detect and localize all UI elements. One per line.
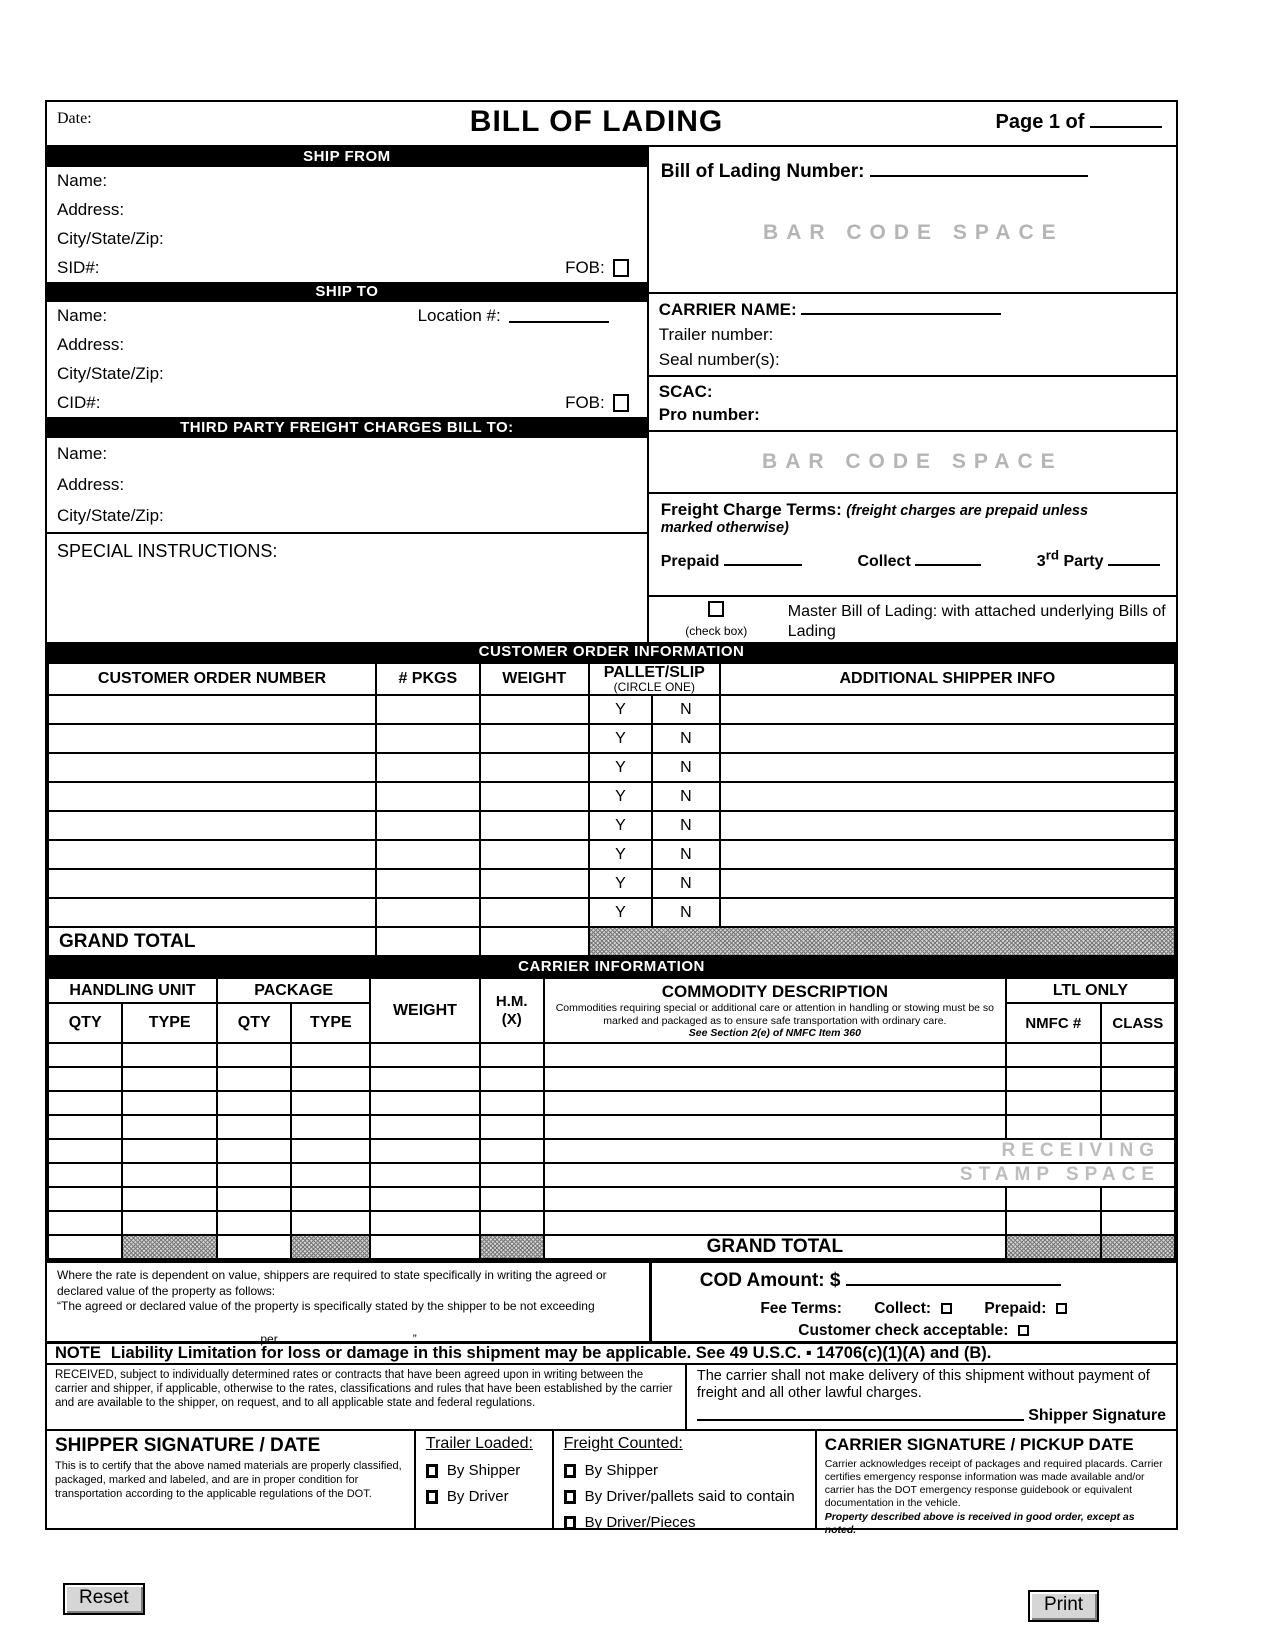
carrier-name-cell (649, 292, 1176, 375)
shaded-filler (122, 1235, 217, 1259)
carrier-grand-total-label: GRAND TOTAL (544, 1235, 1006, 1259)
pkgs-cell[interactable] (376, 811, 480, 840)
freight-by-shipper-label: By Shipper (584, 1462, 659, 1479)
weight-cell[interactable] (480, 782, 589, 811)
additional-shipper-info-cell[interactable] (720, 898, 1175, 927)
pkgs-cell[interactable] (376, 724, 480, 753)
page-label: Page 1 of (995, 111, 1085, 133)
weight-cell[interactable] (370, 1139, 479, 1163)
carrier-row (48, 1187, 1175, 1211)
ship-to-fob-checkbox[interactable] (613, 394, 629, 412)
freight-terms-note-2: marked otherwise) (660, 520, 789, 536)
pallet-yes-option[interactable]: Y (589, 695, 652, 724)
declared-value-line2: “The agreed or declared value of the property is specifically stated by the shipper to be not exceeding (57, 1299, 595, 1314)
hu-type-cell[interactable] (122, 1211, 217, 1235)
per-label: per (260, 1331, 278, 1346)
pkg-qty-cell[interactable] (217, 1043, 291, 1067)
liability-note-row (47, 1341, 1176, 1365)
nmfc-cell[interactable] (1006, 1043, 1101, 1067)
form-title: BILL OF LADING (469, 105, 724, 138)
ship-from-name-label: Name: (57, 171, 108, 191)
pallet-yes-option[interactable]: Y (589, 724, 652, 753)
collect-label: Collect (857, 553, 911, 571)
cod-box (649, 1263, 1176, 1341)
third-party-address-label: Address: (57, 474, 125, 494)
pallet-no-option[interactable]: N (652, 695, 720, 724)
trailer-number-label: Trailer number: (658, 324, 774, 344)
special-instructions-label: SPECIAL INSTRUCTIONS: (57, 541, 278, 561)
commodity-cell[interactable] (544, 1067, 1006, 1091)
declared-value-amount-blank[interactable] (147, 1329, 257, 1343)
hu-qty-cell[interactable] (48, 1187, 122, 1211)
hu-type-cell[interactable] (122, 1139, 217, 1163)
trailer-by-shipper-checkbox[interactable] (426, 1464, 438, 1478)
customer-order-number-cell[interactable] (48, 869, 376, 898)
pallet-no-option[interactable]: N (652, 869, 720, 898)
note-label: NOTE (55, 1344, 101, 1362)
customer-order-row (48, 782, 1175, 811)
hu-qty-header: QTY (48, 1003, 122, 1043)
weight-cell[interactable] (480, 840, 589, 869)
hu-qty-cell[interactable] (48, 1139, 122, 1163)
pallet-yes-option[interactable]: Y (589, 869, 652, 898)
hm-cell[interactable] (480, 1187, 544, 1211)
nmfc-cell[interactable] (1006, 1067, 1101, 1091)
customer-order-row (48, 753, 1175, 782)
freight-charge-terms-cell (649, 492, 1176, 595)
carrier-signature-title: CARRIER SIGNATURE / PICKUP DATE (824, 1435, 1134, 1454)
fee-collect-checkbox[interactable] (941, 1303, 952, 1314)
pallet-yes-option[interactable]: Y (589, 811, 652, 840)
handling-unit-header: HANDLING UNIT (48, 978, 217, 1003)
col-pallet-slip: PALLET/SLIP (CIRCLE ONE) (589, 663, 720, 695)
freight-by-driver-pieces-label: By Driver/Pieces (584, 1514, 696, 1531)
freight-terms-note-1: (freight charges are prepaid unless (846, 503, 1089, 519)
hm-cell[interactable] (480, 1091, 544, 1115)
pallet-no-option[interactable]: N (652, 724, 720, 753)
pkgs-cell[interactable] (376, 753, 480, 782)
weight-header: WEIGHT (370, 978, 479, 1043)
bol-number-label: Bill of Lading Number: (660, 161, 865, 182)
ship-from-city-label: City/State/Zip: (57, 228, 164, 248)
hu-type-cell[interactable] (122, 1115, 217, 1139)
nmfc-header: NMFC # (1006, 1003, 1101, 1043)
commodity-cell[interactable] (544, 1187, 1006, 1211)
declared-value-box (47, 1263, 649, 1346)
location-blank[interactable] (509, 309, 609, 323)
hu-type-cell[interactable] (122, 1043, 217, 1067)
freight-counted-heading: Freight Counted: (563, 1435, 683, 1452)
receiving-stamp-space: RECEIVING (544, 1139, 1175, 1163)
pkg-qty-cell[interactable] (217, 1091, 291, 1115)
pkg-qty-header: QTY (217, 1003, 291, 1043)
shipper-signature-line[interactable] (697, 1419, 1024, 1421)
location-label: Location #: (417, 306, 501, 326)
pkgs-cell[interactable] (376, 695, 480, 724)
hu-qty-cell[interactable] (48, 1067, 122, 1091)
pallet-no-option[interactable]: N (652, 898, 720, 927)
weight-cell[interactable] (370, 1211, 479, 1235)
additional-shipper-info-cell[interactable] (720, 782, 1175, 811)
cid-label: CID#: (57, 392, 101, 412)
master-bol-cell (649, 595, 1176, 642)
barcode-space-bottom: BAR CODE SPACE (762, 450, 1063, 473)
third-party-section (47, 438, 647, 532)
package-header: PACKAGE (217, 978, 370, 1003)
hu-type-cell[interactable] (122, 1187, 217, 1211)
customer-order-number-cell[interactable] (48, 695, 376, 724)
grand-total-pkgs-cell[interactable] (376, 927, 480, 956)
carrier-row (48, 1139, 1175, 1163)
prepaid-label: Prepaid (660, 553, 720, 571)
class-cell[interactable] (1101, 1187, 1175, 1211)
weight-cell[interactable] (370, 1067, 479, 1091)
pkg-qty-cell[interactable] (217, 1211, 291, 1235)
nmfc-cell[interactable] (1006, 1091, 1101, 1115)
master-bol-caption: (check box) (685, 624, 748, 638)
customer-order-number-cell[interactable] (48, 753, 376, 782)
pkg-qty-cell[interactable] (217, 1115, 291, 1139)
form-header (47, 102, 1176, 147)
commodity-note: Commodities requiring special or additional care or attention in handling or stowing must be so marked and packaged as to ensure safe transportation with ordinary care. (555, 1002, 995, 1027)
pkgs-cell[interactable] (376, 782, 480, 811)
customer-check-label: Customer check acceptable: (798, 1322, 1009, 1339)
carrier-certification-italic: Property described above is received in good order, except as noted. (824, 1510, 1135, 1536)
weight-cell[interactable] (370, 1115, 479, 1139)
sid-label: SID#: (57, 257, 100, 277)
additional-shipper-info-cell[interactable] (720, 840, 1175, 869)
pkg-type-cell[interactable] (291, 1115, 370, 1139)
hu-qty-cell[interactable] (48, 1115, 122, 1139)
pkg-type-header: TYPE (291, 1003, 370, 1043)
freight-by-shipper-checkbox[interactable] (564, 1464, 576, 1478)
special-instructions-box[interactable] (47, 532, 647, 642)
pkg-type-cell[interactable] (291, 1187, 370, 1211)
ship-from-fob-checkbox[interactable] (613, 259, 629, 277)
carrier-row (48, 1091, 1175, 1115)
shaded-filler (1101, 1235, 1175, 1259)
nmfc-cell[interactable] (1006, 1115, 1101, 1139)
ship-from-fob-label: FOB: (565, 257, 605, 277)
pkg-qty-cell[interactable] (217, 1067, 291, 1091)
carrier-rows (48, 1043, 1175, 1235)
commodity-title: COMMODITY DESCRIPTION (661, 982, 889, 1002)
ltl-only-header: LTL ONLY (1006, 978, 1175, 1003)
customer-order-number-cell[interactable] (48, 840, 376, 869)
hm-cell[interactable] (480, 1043, 544, 1067)
hm-label-line2: (X) (501, 1010, 522, 1028)
carrier-row (48, 1043, 1175, 1067)
ship-to-bar: SHIP TO (47, 282, 647, 302)
col-weight: WEIGHT (480, 663, 589, 695)
hm-cell[interactable] (480, 1163, 544, 1187)
hu-qty-cell[interactable] (48, 1211, 122, 1235)
ship-to-fob-label: FOB: (565, 392, 605, 412)
weight-cell[interactable] (480, 753, 589, 782)
top-section (47, 147, 1176, 642)
pallet-yes-option[interactable]: Y (589, 782, 652, 811)
pallet-no-option[interactable]: N (652, 840, 720, 869)
freight-by-driver-pieces-checkbox[interactable] (564, 1516, 576, 1530)
third-party-name-label: Name: (57, 443, 108, 463)
master-bol-text: Master Bill of Lading: with attached underlying Bills of Lading (787, 603, 1166, 640)
shaded-filler (1006, 1235, 1101, 1259)
trailer-by-driver-label: By Driver (446, 1488, 509, 1505)
pro-number-label: Pro number: (658, 405, 760, 425)
weight-cell[interactable] (480, 724, 589, 753)
page-number-blank[interactable] (1090, 114, 1162, 128)
class-header: CLASS (1101, 1003, 1175, 1043)
circle-one-caption: (CIRCLE ONE) (613, 680, 695, 694)
bill-of-lading-form (45, 100, 1178, 1536)
weight-cell[interactable] (480, 695, 589, 724)
carrier-delivery-cell (685, 1365, 1176, 1429)
class-cell[interactable] (1101, 1043, 1175, 1067)
barcode-cell-lower (649, 430, 1176, 492)
customer-order-row (48, 695, 1175, 724)
carrier-row (48, 1163, 1175, 1187)
carrier-information-table (47, 977, 1176, 1260)
customer-order-number-cell[interactable] (48, 811, 376, 840)
customer-order-row (48, 898, 1175, 927)
nmfc-cell[interactable] (1006, 1187, 1101, 1211)
commodity-cell[interactable] (544, 1211, 1006, 1235)
carrier-row (48, 1115, 1175, 1139)
carrier-name-blank[interactable] (801, 301, 1001, 315)
cod-amount-blank[interactable] (846, 1272, 1061, 1286)
receiving-stamp-space: STAMP SPACE (544, 1163, 1175, 1187)
pkg-type-cell[interactable] (291, 1163, 370, 1187)
customer-order-row (48, 811, 1175, 840)
carrier-grand-total-row (48, 1235, 1175, 1259)
hm-header (480, 978, 544, 1043)
hu-type-cell[interactable] (122, 1067, 217, 1091)
pkgs-cell[interactable] (376, 869, 480, 898)
pkg-type-cell[interactable] (291, 1139, 370, 1163)
pallet-yes-option[interactable]: Y (589, 898, 652, 927)
hu-qty-cell[interactable] (48, 1043, 122, 1067)
hm-cell[interactable] (480, 1067, 544, 1091)
fee-terms-label: Fee Terms: (760, 1300, 842, 1317)
weight-cell[interactable] (480, 811, 589, 840)
ship-to-city-label: City/State/Zip: (57, 363, 164, 383)
ship-from-bar: SHIP FROM (47, 147, 647, 167)
hu-type-cell[interactable] (122, 1091, 217, 1115)
date-label: Date: (57, 110, 92, 127)
ship-to-address-label: Address: (57, 335, 125, 355)
shipper-signature-section (47, 1431, 414, 1528)
total-hu-qty-cell[interactable] (48, 1235, 122, 1259)
received-row (47, 1365, 1176, 1429)
customer-order-table (47, 662, 1176, 957)
customer-check-checkbox[interactable] (1018, 1325, 1029, 1336)
third-party-blank[interactable] (1108, 552, 1160, 566)
additional-shipper-info-cell[interactable] (720, 811, 1175, 840)
class-cell[interactable] (1101, 1115, 1175, 1139)
note-text: Liability Limitation for loss or damage in this shipment may be applicable. See 49 U.S.C. ▪ 14706(c)(1)(A) and (B). (110, 1344, 992, 1362)
bol-number-blank[interactable] (870, 163, 1088, 177)
prepaid-blank[interactable] (724, 552, 802, 566)
third-party-freight-label: 3rd Party (1036, 548, 1104, 571)
received-terms-text: RECEIVED, subject to individually determined rates or contracts that have been agreed upon in writing between the carrier and shipper, if applicable, otherwise to the rates, classifications and rules that have been established by the carrier and are available to the shipper, on request, and to all applicable state and federal regulations. (55, 1369, 673, 1410)
value-cod-row (47, 1260, 1176, 1346)
customer-order-row (48, 724, 1175, 753)
commodity-cell[interactable] (544, 1091, 1006, 1115)
scac-cell (649, 375, 1176, 430)
pkg-qty-cell[interactable] (217, 1187, 291, 1211)
pkgs-cell[interactable] (376, 840, 480, 869)
signatures-row (47, 1429, 1176, 1536)
trailer-by-driver-checkbox[interactable] (426, 1490, 438, 1504)
commodity-cell[interactable] (544, 1115, 1006, 1139)
quote-end: .” (409, 1331, 417, 1346)
carrier-name-label: CARRIER NAME: (658, 299, 797, 319)
customer-grand-total-row (48, 927, 1175, 956)
scac-label: SCAC: (658, 381, 713, 401)
additional-shipper-info-cell[interactable] (720, 869, 1175, 898)
pallet-yes-option[interactable]: Y (589, 840, 652, 869)
shaded-filler (291, 1235, 370, 1259)
carrier-signature-section (815, 1431, 1176, 1536)
pallet-yes-option[interactable]: Y (589, 753, 652, 782)
master-bol-checkbox[interactable] (708, 601, 724, 617)
total-pkg-qty-cell[interactable] (217, 1235, 291, 1259)
customer-order-bar: CUSTOMER ORDER INFORMATION (47, 642, 1176, 662)
freight-counted-section (552, 1431, 815, 1531)
trailer-by-shipper-label: By Shipper (446, 1462, 521, 1479)
class-cell[interactable] (1101, 1067, 1175, 1091)
pkg-type-cell[interactable] (291, 1211, 370, 1235)
declared-value-line1: Where the rate is dependent on value, shippers are required to state specifically in writing the agreed or declared value of the property as follows: (57, 1268, 607, 1298)
pallet-no-option[interactable]: N (652, 811, 720, 840)
class-cell[interactable] (1101, 1091, 1175, 1115)
weight-cell[interactable] (370, 1091, 479, 1115)
pkg-qty-cell[interactable] (217, 1163, 291, 1187)
carrier-certification-text: Carrier acknowledges receipt of packages and required placards. Carrier certifies emergency response information was made available and/or carrier has the DOT emergency response guidebook or equivalent documentation in the vehicle. (824, 1458, 1163, 1510)
weight-cell[interactable] (480, 898, 589, 927)
weight-cell[interactable] (480, 869, 589, 898)
ship-to-section (47, 302, 647, 417)
carrier-column (649, 147, 1176, 642)
third-party-bar: THIRD PARTY FREIGHT CHARGES BILL TO: (47, 417, 647, 438)
commodity-description-header (544, 978, 1006, 1043)
customer-grand-total-label: GRAND TOTAL (48, 927, 376, 956)
fee-collect-label: Collect: (874, 1300, 932, 1317)
shipper-certification-text: This is to certify that the above named materials are properly classified, packaged, marked and labeled, and are in proper condition for transportation according to the applicable regulations of the DOT. (55, 1460, 402, 1500)
hu-qty-cell[interactable] (48, 1163, 122, 1187)
pkg-qty-cell[interactable] (217, 1139, 291, 1163)
shipper-signature-title: SHIPPER SIGNATURE / DATE (55, 1435, 321, 1456)
shipper-signature-label: Shipper Signature (1028, 1406, 1166, 1424)
declared-value-per-blank[interactable] (281, 1329, 406, 1343)
class-cell[interactable] (1101, 1211, 1175, 1235)
shipper-column (47, 147, 649, 642)
seal-number-label: Seal number(s): (658, 349, 780, 369)
carrier-delivery-text: The carrier shall not make delivery of this shipment without payment of freight and all other lawful charges. (696, 1368, 1150, 1402)
shaded-filler (589, 927, 1175, 956)
hu-type-cell[interactable] (122, 1163, 217, 1187)
hm-cell[interactable] (480, 1211, 544, 1235)
freight-by-driver-pallets-checkbox[interactable] (564, 1490, 576, 1504)
carrier-row (48, 1211, 1175, 1235)
collect-blank[interactable] (915, 552, 981, 566)
col-pkgs: # PKGS (376, 663, 480, 695)
additional-shipper-info-cell[interactable] (720, 724, 1175, 753)
hm-cell[interactable] (480, 1115, 544, 1139)
hu-qty-cell[interactable] (48, 1091, 122, 1115)
ship-to-name-label: Name: (57, 306, 108, 326)
additional-shipper-info-cell[interactable] (720, 753, 1175, 782)
total-weight-cell[interactable] (370, 1235, 479, 1259)
barcode-space-top: BAR CODE SPACE (763, 221, 1064, 244)
ship-from-section (47, 167, 647, 282)
shaded-filler (480, 1235, 544, 1259)
pkg-type-cell[interactable] (291, 1043, 370, 1067)
trailer-loaded-heading: Trailer Loaded: (425, 1435, 533, 1452)
freight-terms-title: Freight Charge Terms: (660, 500, 842, 519)
trailer-loaded-section (414, 1431, 552, 1528)
pkg-type-cell[interactable] (291, 1067, 370, 1091)
commodity-cell[interactable] (544, 1043, 1006, 1067)
customer-order-number-cell[interactable] (48, 782, 376, 811)
fee-prepaid-checkbox[interactable] (1056, 1303, 1067, 1314)
bol-number-cell (649, 147, 1176, 292)
grand-total-weight-cell[interactable] (480, 927, 589, 956)
cod-amount-label: COD Amount: $ (699, 1270, 841, 1291)
customer-order-row (48, 869, 1175, 898)
freight-by-driver-pallets-label: By Driver/pallets said to contain (584, 1488, 795, 1505)
commodity-note-italic: See Section 2(e) of NMFC Item 360 (688, 1026, 861, 1039)
customer-order-number-cell[interactable] (48, 898, 376, 927)
customer-order-rows (48, 695, 1175, 927)
print-button[interactable]: Print (1028, 1590, 1099, 1622)
pkg-type-cell[interactable] (291, 1091, 370, 1115)
weight-cell[interactable] (370, 1043, 479, 1067)
pallet-no-option[interactable]: N (652, 782, 720, 811)
hm-label-line1: H.M. (495, 992, 528, 1010)
page-number (896, 102, 1176, 145)
fee-prepaid-label: Prepaid: (984, 1300, 1047, 1317)
customer-order-number-cell[interactable] (48, 724, 376, 753)
nmfc-cell[interactable] (1006, 1211, 1101, 1235)
additional-shipper-info-cell[interactable] (720, 695, 1175, 724)
ship-from-address-label: Address: (57, 200, 125, 220)
hm-cell[interactable] (480, 1139, 544, 1163)
third-party-city-label: City/State/Zip: (57, 506, 164, 526)
weight-cell[interactable] (370, 1187, 479, 1211)
carrier-row (48, 1067, 1175, 1091)
pallet-no-option[interactable]: N (652, 753, 720, 782)
carrier-information-bar: CARRIER INFORMATION (47, 957, 1176, 977)
hu-type-header: TYPE (122, 1003, 217, 1043)
customer-order-row (48, 840, 1175, 869)
col-customer-order-number: CUSTOMER ORDER NUMBER (48, 663, 376, 695)
reset-button[interactable]: Reset (63, 1583, 145, 1615)
weight-cell[interactable] (370, 1163, 479, 1187)
pkgs-cell[interactable] (376, 898, 480, 927)
col-additional-shipper-info: ADDITIONAL SHIPPER INFO (720, 663, 1175, 695)
